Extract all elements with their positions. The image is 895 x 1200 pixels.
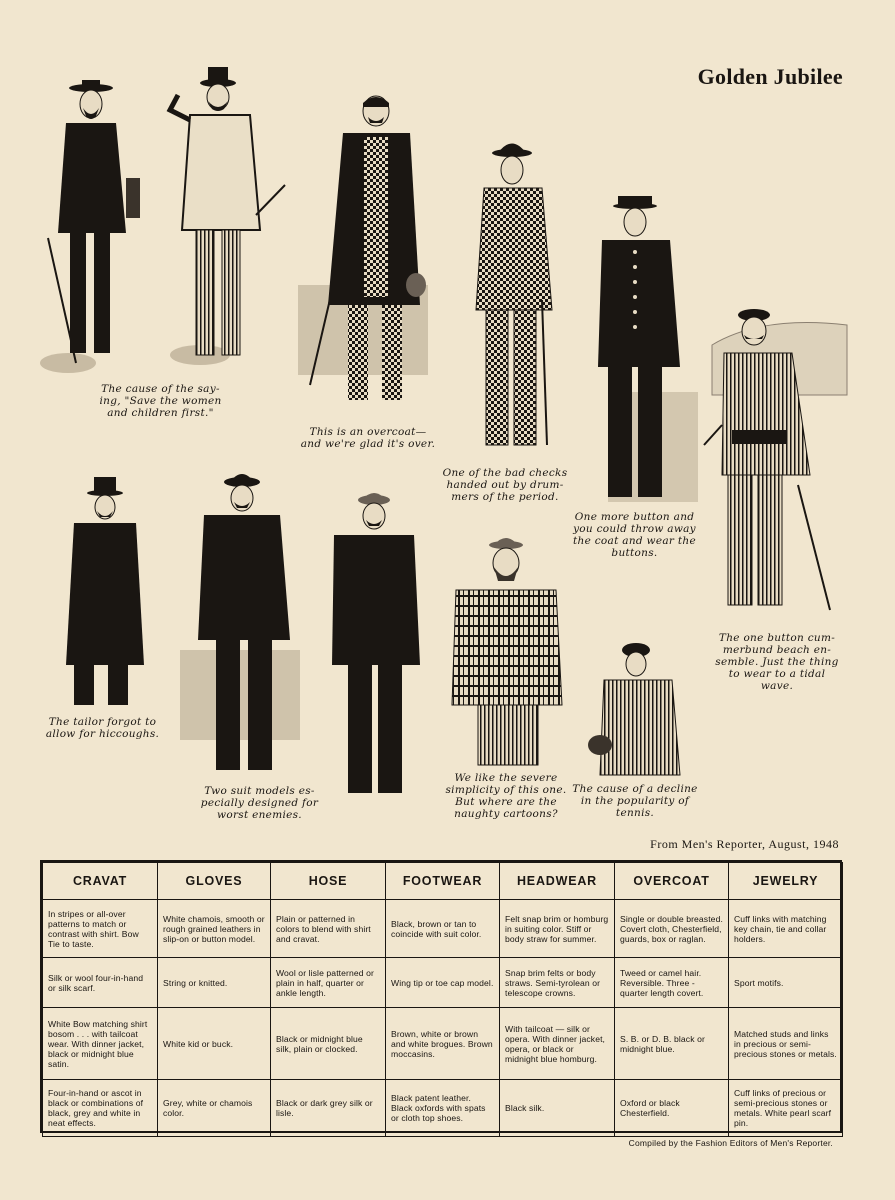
caption-overcoat: This is an overcoat— and we're glad it's over. — [300, 426, 436, 450]
table-row — [43, 958, 843, 1008]
table-cell: Black silk. — [500, 1080, 615, 1137]
caption-hiccoughs: The tailor forgot to allow for hiccoughs. — [45, 716, 160, 740]
table-cell: Four-in-hand or ascot in black or combinations of black, grey and white in neat effects. — [43, 1080, 158, 1137]
caption-one-more-button: One more button and you could throw away the coat and wear the buttons. — [573, 511, 696, 559]
figure-gentleman-many-buttons — [588, 192, 698, 507]
table-row — [43, 1080, 843, 1137]
table-row — [43, 1008, 843, 1080]
figure-gentleman-overcoat — [298, 95, 438, 410]
figure-gentleman-two-suit-b — [312, 490, 427, 802]
table-cell: White Bow matching shirt bosom . . . with tailcoat wear. With dinner jacket, black or midnight blue satin. — [43, 1008, 158, 1080]
caption-bad-checks: One of the bad checks handed out by drum- mers of the period. — [442, 467, 568, 503]
table-cell: Black, brown or tan to coincide with suit color. — [386, 900, 500, 958]
table-cell: In stripes or all-over patterns to match or contrast with shirt. Bow Tie to taste. — [43, 900, 158, 958]
table-cell: Cuff links with matching key chain, tie and collar holders. — [729, 900, 843, 958]
table-cell: Black or midnight blue silk, plain or clocked. — [271, 1008, 386, 1080]
fashion-table — [40, 860, 842, 1133]
table-cell: Wool or lisle patterned or plain in half, quarter or ankle length. — [271, 958, 386, 1008]
table-cell: Black patent leather. Black oxfords with spats or cloth top shoes. — [386, 1080, 500, 1137]
caption-tennis: The cause of a decline in the popularity of tennis. — [572, 783, 698, 819]
table-cell: Matched studs and links in precious or semi-precious stones or metals. — [729, 1008, 843, 1080]
table-cell: Silk or wool four-in-hand or silk scarf. — [43, 958, 158, 1008]
column-header-cravat: CRAVAT — [43, 863, 158, 900]
caption-severe-simplicity: We like the severe simplicity of this one. But where are the naughty cartoons? — [445, 772, 567, 820]
table-cell: S. B. or D. B. black or midnight blue. — [615, 1008, 729, 1080]
table-cell: Plain or patterned in colors to blend with shirt and cravat. — [271, 900, 386, 958]
credit-line: Compiled by the Fashion Editors of Men's Reporter. — [628, 1138, 833, 1148]
table-cell: Cuff links of precious or semi-precious stones or metals. White pearl scarf pin. — [729, 1080, 843, 1137]
figure-gentleman-tennis — [588, 640, 688, 782]
table-cell: Felt snap brim or homburg in suiting color. Stiff or body straw for summer. — [500, 900, 615, 958]
table-cell: White kid or buck. — [158, 1008, 271, 1080]
figure-gentleman-plaid-jacket — [448, 535, 566, 767]
column-header-hose: HOSE — [271, 863, 386, 900]
figure-gentleman-two-suit-a — [180, 470, 300, 780]
column-header-headwear: HEADWEAR — [500, 863, 615, 900]
caption-save-women: The cause of the say- ing, "Save the women and children first." — [99, 383, 222, 419]
table-cell: Oxford or black Chesterfield. — [615, 1080, 729, 1137]
table-cell: Tweed or camel hair. Reversible. Three - quarter length covert. — [615, 958, 729, 1008]
column-header-gloves: GLOVES — [158, 863, 271, 900]
caption-two-suit-models: Two suit models es- pecially designed for worst enemies. — [200, 785, 319, 821]
figure-gentleman-striped-beach-suit — [702, 305, 852, 615]
table-cell: With tailcoat — silk or opera. With dinner jacket, opera, or black or midnight blue homburg. — [500, 1008, 615, 1080]
table-cell: Sport motifs. — [729, 958, 843, 1008]
figure-gentleman-top-hat — [60, 475, 150, 710]
table-cell: White chamois, smooth or rough grained leathers in slip-on or button model. — [158, 900, 271, 958]
table-cell: Snap brim felts or body straws. Semi-tyrolean or telescope crowns. — [500, 958, 615, 1008]
page-title: Golden Jubilee — [697, 64, 843, 89]
table-cell: String or knitted. — [158, 958, 271, 1008]
caption-cummerbund: The one button cum- merbund beach en- semble. Just the thing to wear to a tidal wave. — [715, 632, 839, 692]
column-header-overcoat: OVERCOAT — [615, 863, 729, 900]
table-cell: Grey, white or chamois color. — [158, 1080, 271, 1137]
table-row — [43, 900, 843, 958]
column-header-footwear: FOOTWEAR — [386, 863, 500, 900]
figure-gentleman-boater-hat — [38, 78, 148, 378]
table-header-row — [43, 863, 843, 900]
source-line: From Men's Reporter, August, 1948 — [650, 837, 839, 851]
table-cell: Wing tip or toe cap model. — [386, 958, 500, 1008]
figure-gentleman-check-suit — [452, 140, 567, 455]
table-cell: Brown, white or brown and white brogues. Brown moccasins. — [386, 1008, 500, 1080]
table-cell: Black or dark grey silk or lisle. — [271, 1080, 386, 1137]
figure-gentleman-white-suit — [160, 65, 290, 375]
table-cell: Single or double breasted. Covert cloth, Chesterfield, guards, box or raglan. — [615, 900, 729, 958]
column-header-jewelry: JEWELRY — [729, 863, 843, 900]
